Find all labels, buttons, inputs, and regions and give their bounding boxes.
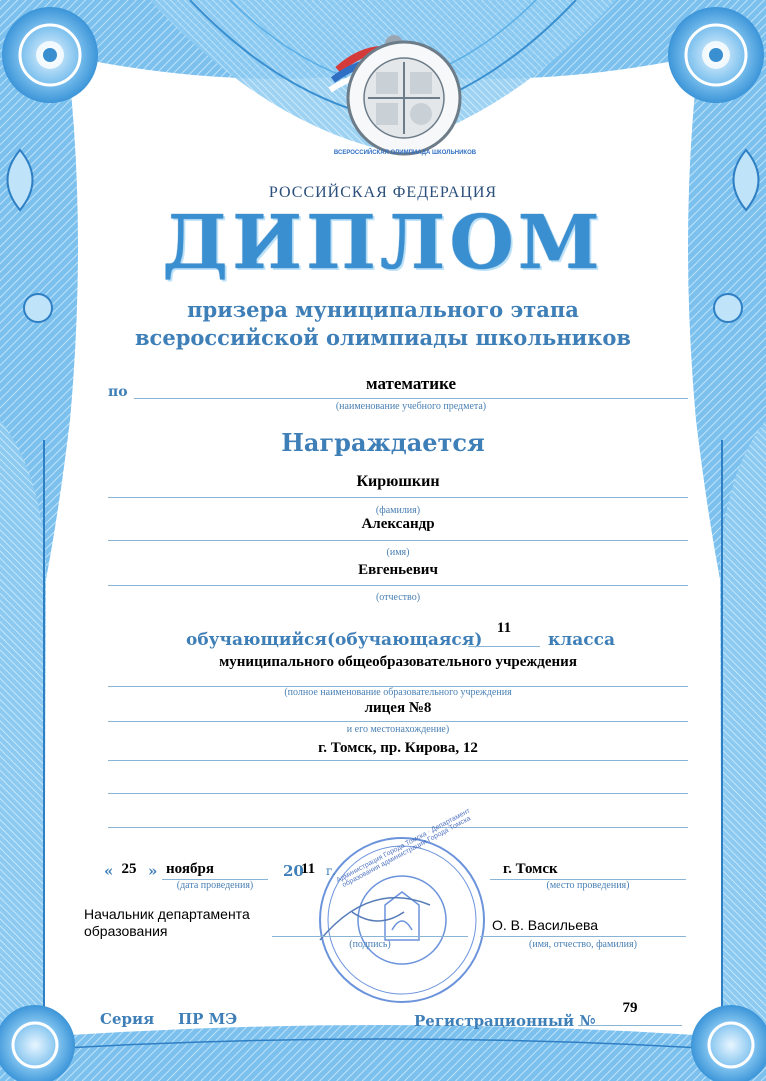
subtitle-line-2: всероссийской олимпиады школьников [134, 325, 632, 350]
place-caption: (место проведения) [546, 880, 630, 891]
awarded-label: Награждается [281, 428, 485, 457]
diploma-title: ДИПЛОМ [162, 200, 604, 286]
school-caption-1: (полное наименование образовательного учреждения [284, 687, 512, 698]
date-year-prefix: 20 [283, 862, 304, 880]
logo-ring-text: ВСЕРОССИЙСКАЯ ОЛИМПИАДА ШКОЛЬНИКОВ [333, 150, 477, 156]
grade-prefix: обучающийся(обучающаяся) [186, 630, 483, 650]
surname-line [108, 497, 688, 498]
school-line-rule-4 [108, 793, 688, 794]
sign-caption: (подпись) [349, 939, 391, 950]
position-line-2: образования [84, 923, 168, 939]
school-caption-2: и его местонахождение) [346, 724, 450, 735]
place-value: г. Томск [503, 861, 558, 877]
subject-value: математике [365, 374, 456, 393]
date-close-quote: » [148, 862, 158, 880]
series-value: ПР МЭ [178, 1010, 238, 1028]
date-caption: (дата проведения) [176, 880, 254, 891]
stamp-ring-text: Администрация Города Томска · Департамент образования администрации Города Томска [335, 807, 472, 890]
school-line-1: муниципального общеобразовательного учреждения [219, 654, 577, 670]
name-caption: (имя) [386, 547, 410, 558]
signer-line [480, 936, 686, 937]
signer-name: О. В. Васильева [492, 917, 599, 933]
subtitle-line-1: призера муниципального этапа [187, 297, 579, 322]
school-line-rule-3 [108, 760, 688, 761]
subject-prefix: по [108, 384, 128, 400]
school-line-rule-5 [108, 827, 688, 828]
subject-caption: (наименование учебного предмета) [335, 401, 487, 412]
official-stamp [320, 838, 484, 1002]
country-label: РОССИЙСКАЯ ФЕДЕРАЦИЯ [268, 184, 498, 201]
date-open-quote: « [104, 862, 114, 880]
grade-suffix: класса [548, 630, 615, 650]
date-year-suffix: 11 [301, 861, 316, 877]
name-line [108, 540, 688, 541]
signer-caption: (имя, отчество, фамилия) [529, 939, 637, 950]
sign-line [272, 936, 468, 937]
patronymic-value: Евгеньевич [358, 562, 438, 578]
subject-line [134, 398, 688, 399]
date-day: 25 [121, 861, 137, 877]
position-line-1: Начальник департамента [84, 906, 250, 922]
date-month: ноября [166, 861, 214, 877]
school-line-2: лицея №8 [364, 700, 432, 716]
surname-value: Кирюшкин [356, 473, 440, 490]
reg-label: Регистрационный № [414, 1012, 596, 1030]
reg-line [578, 1025, 682, 1026]
school-line-rule-2 [108, 721, 688, 722]
date-year-label: г. [326, 864, 337, 878]
series-label: Серия [100, 1010, 155, 1028]
grade-line [468, 646, 540, 647]
patronymic-caption: (отчество) [375, 592, 421, 603]
name-value: Александр [361, 516, 435, 532]
reg-value: 79 [622, 1000, 638, 1016]
grade-value: 11 [496, 620, 512, 636]
school-address: г. Томск, пр. Кирова, 12 [318, 740, 478, 756]
patronymic-line [108, 585, 688, 586]
surname-caption: (фамилия) [375, 505, 421, 516]
